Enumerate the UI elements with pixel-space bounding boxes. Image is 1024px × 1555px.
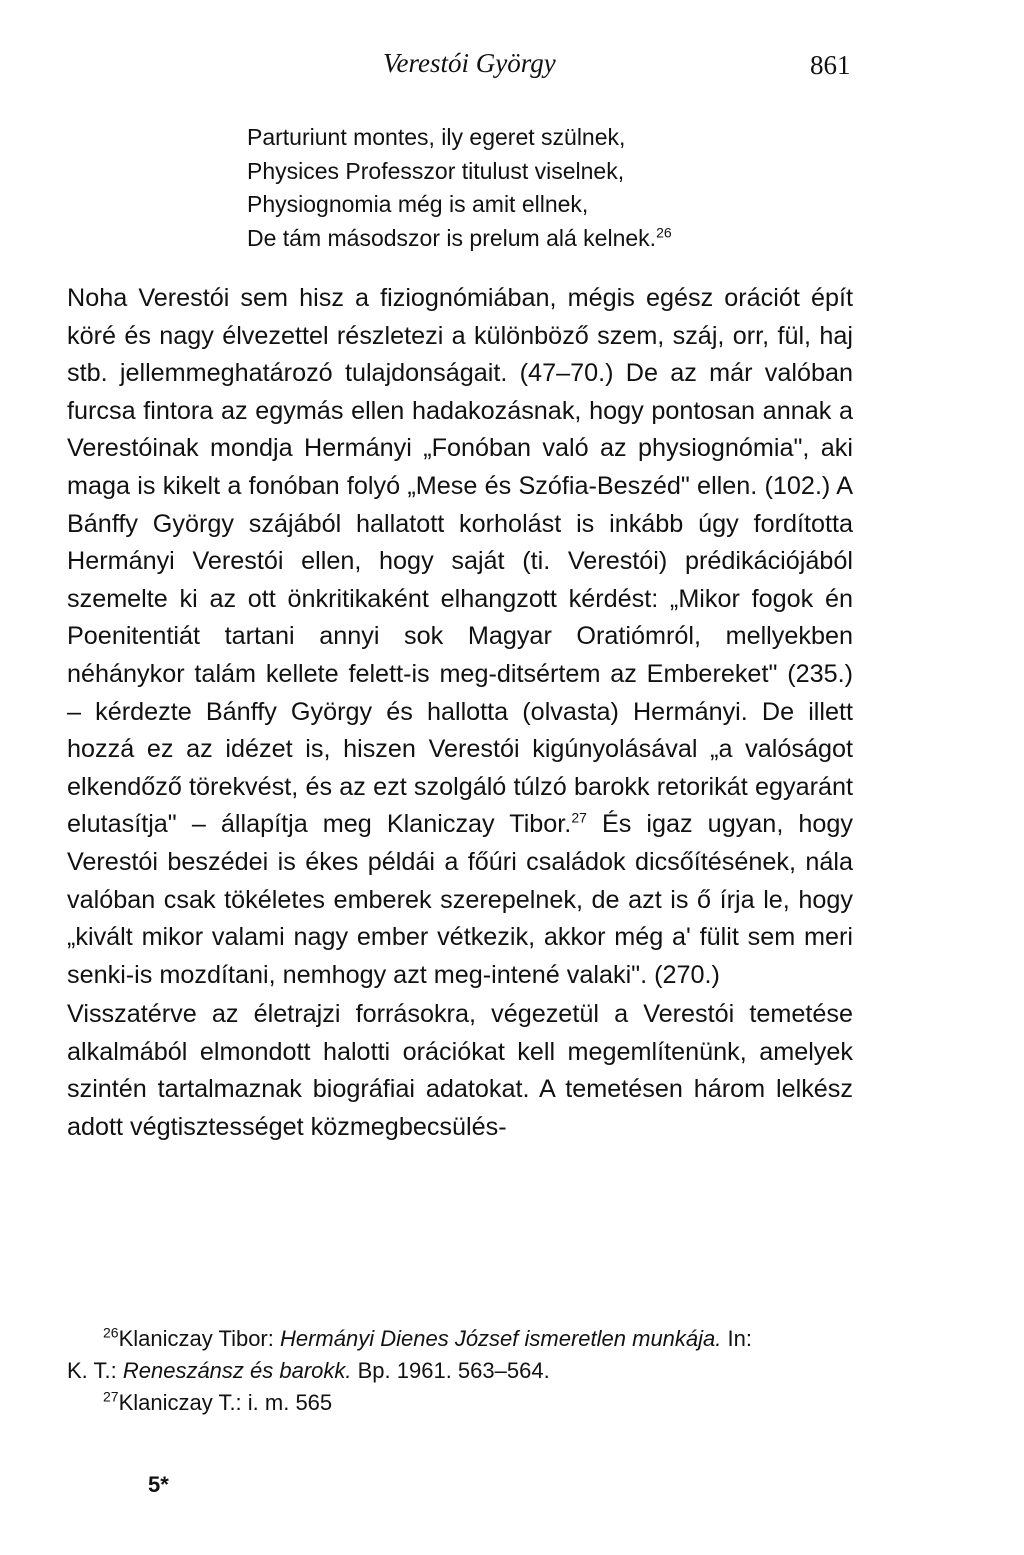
verse-line: Parturiunt montes, ily egeret szülnek, — [247, 124, 626, 150]
verse-line: Physices Professzor titulust viselnek, — [247, 157, 625, 184]
footnote-number: 27 — [103, 1388, 119, 1405]
footnote-prefix: K. T.: — [67, 1358, 123, 1383]
verse-quote — [247, 121, 887, 255]
footnote-text: Klaniczay T.: i. m. 565 — [118, 1390, 333, 1415]
footnote-in: In: — [721, 1326, 752, 1351]
paragraph-1 — [67, 280, 853, 994]
page-header — [0, 48, 1024, 88]
footnote-author: Klaniczay Tibor: — [118, 1326, 280, 1351]
signature-mark: 5* — [148, 1472, 169, 1497]
body-text — [67, 280, 853, 1147]
verse-line-text: De tám másodszor is prelum alá kelnek. — [247, 224, 657, 251]
footnote-suffix: Bp. 1961. 563–564. — [351, 1358, 550, 1383]
verse-line — [247, 222, 887, 256]
page-number: 861 — [810, 50, 851, 80]
footnotes — [67, 1323, 853, 1419]
paragraph-text: És igaz ugyan, hogy Verestói beszédei is ékes példái a főúri családok dicsőítésének, nála valóban csak tökéletes emberek szerepelnek, de azt is ő írja le, hogy „kivált mikor valami nagy ember vétkezik, akkor még a' fülit sem meri senki-is mozdítani, nemhogy azt meg-intené valaki". (270.) — [67, 810, 853, 989]
footnote-title: Hermányi Dienes József ismeretlen munkája. — [279, 1326, 722, 1351]
paragraph-2: Visszatérve az életrajzi forrásokra, végezetül a Verestói temetése alkalmából elmondott halotti orációkat kell megemlítenünk, amelyek szintén tartalmaznak biográfiai adatokat. A temetésen három lelkész adott végtisztességet közmegbecsülés- — [67, 1000, 853, 1142]
footnote-number: 26 — [103, 1324, 119, 1341]
running-title: Verestói György — [383, 48, 556, 78]
footnote-ref-27: 27 — [571, 809, 587, 826]
footnote-26-continued — [67, 1355, 853, 1387]
footnote-27 — [67, 1387, 853, 1419]
footnote-ref-26: 26 — [656, 223, 672, 240]
verse-line: Physiognomia még is amit ellnek, — [247, 191, 589, 217]
footnote-26 — [67, 1323, 853, 1355]
footnote-book-title: Reneszánsz és barokk. — [122, 1358, 352, 1383]
paragraph-text: Noha Verestói sem hisz a fiziognómiában, mégis egész orációt épít köré és nagy élvezettel részletezi a különböző szem, száj, orr, fül, haj stb. jellemmeghatározó tulajdonságait. (47–70.) De az már valóban furcsa fintora az egymás ellen hadakozásnak, hogy pontosan annak a Verestóinak mondja Hermányi „Fonóban való az physiognómia", aki maga is kikelt a fonóban folyó „Mese és Szófia-Beszéd" ellen. (102.) A Bánffy György szájából hallatott korholást is inkább úgy fordította Hermányi Verestói ellen, hogy saját (ti. Verestói) prédikációjából szemelte ki az ott önkritikaként elhangzott kérdést: „Mikor fogok én Poenitentiát tartani annyi sok Magyar Oratiómról, mellyekben néhánykor talám kellete felett-is meg-ditsértem az Embereket" (235.) – kérdezte Bánffy György és hallotta (olvasta) Hermányi. De illett hozzá ez az idézet is, hiszen Verestói kigúnyolásával „a valóságot elkendőző törekvést, és az ezt szolgáló túlzó barokk retorikát egyaránt elutasítja" – állapítja meg Klaniczay Tibor. — [67, 284, 853, 839]
